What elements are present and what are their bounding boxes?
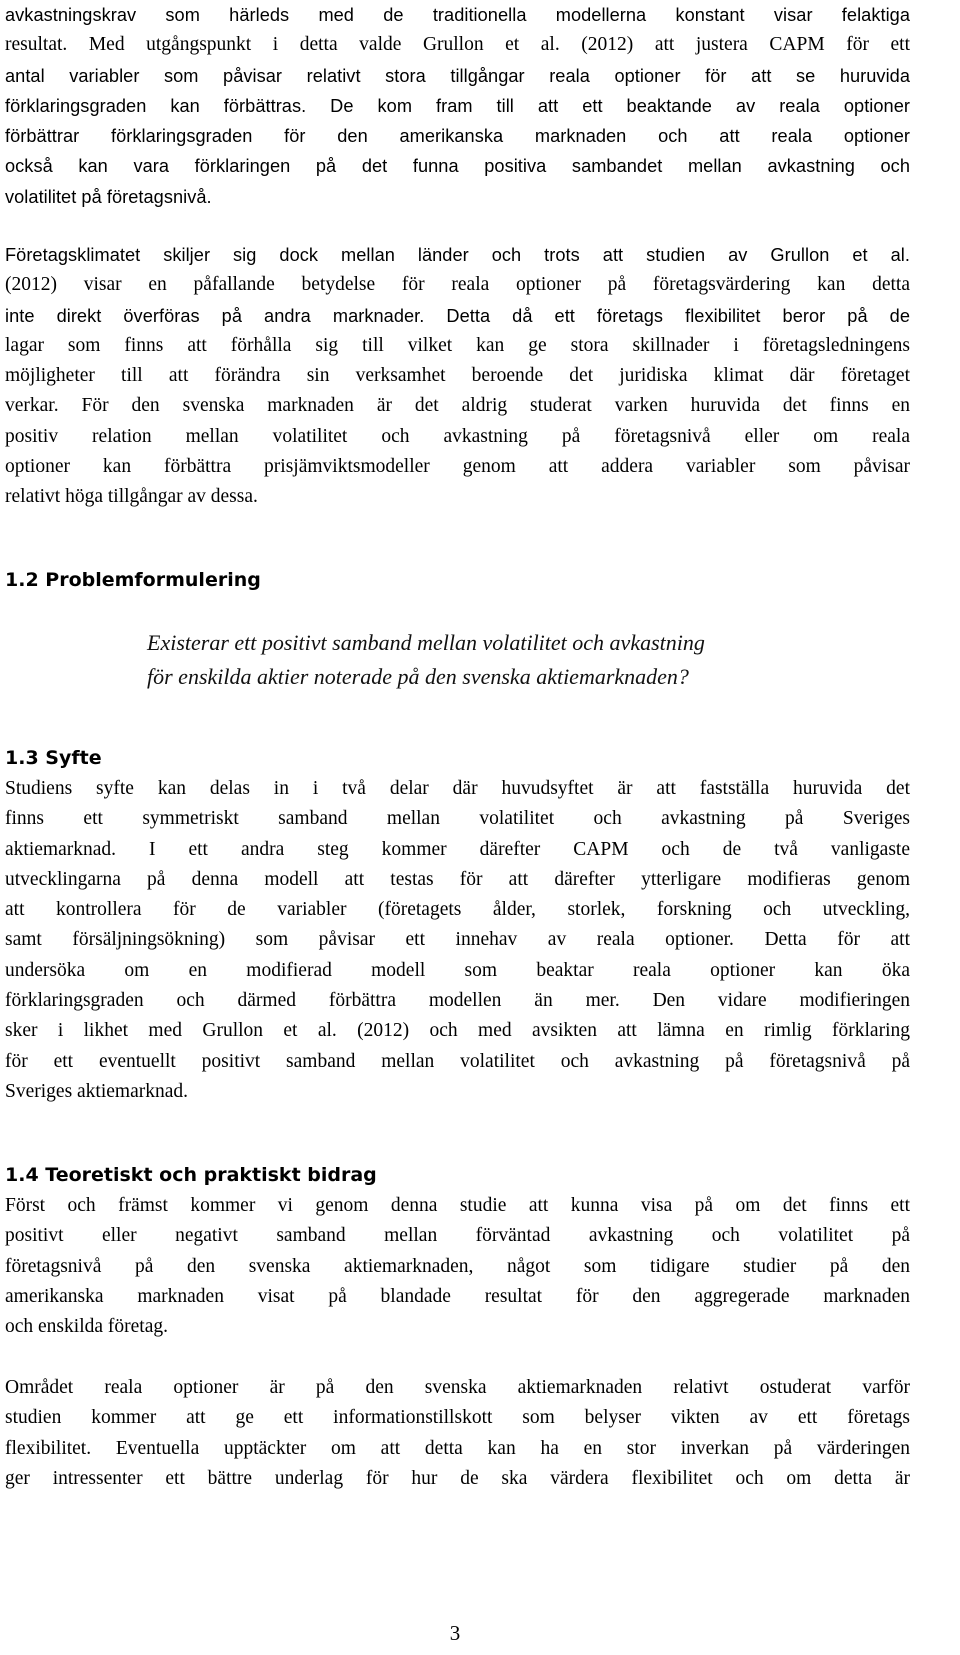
paragraph-line: Företagsklimatet skiljer sig dock mellan länder och trots att studien av Grullon et al. — [5, 245, 910, 265]
contribution-paragraph-1 — [5, 1191, 910, 1342]
paragraph-line: Området reala optioner är på den svenska aktiemarknaden relativt ostuderat varför — [5, 1377, 910, 1398]
section-heading-bidrag: 1.4 Teoretiskt och praktiskt bidrag — [5, 1164, 377, 1186]
paragraph-line: flexibilitet. Eventuella upptäckter om att detta kan ha en stor inverkan på värderingen — [5, 1437, 910, 1459]
paragraph-line: samt försäljningsökning) som påvisar ett innehav av reala optioner. Detta för att — [5, 929, 910, 951]
paragraph-line: positivt eller negativt samband mellan förväntad avkastning och volatilitet på — [5, 1225, 910, 1247]
paragraph-line: förklaringsgraden kan förbättras. De kom fram till att ett beaktande av reala optioner — [5, 95, 910, 116]
paragraph-line: förbättrar förklaringsgraden för den amerikanska marknaden och att reala optioner — [5, 126, 910, 147]
paragraph-line: inte direkt överföras på andra marknader. Detta då ett företags flexibilitet beror på de — [5, 305, 910, 326]
intro-paragraph — [5, 0, 910, 212]
paragraph-line: för ett eventuellt positivt samband mellan volatilitet och avkastning på företagsnivå på — [5, 1050, 910, 1072]
paragraph-line: också kan vara förklaringen på det funna positiva sambandet mellan avkastning och — [5, 156, 910, 177]
paragraph-line: aktiemarknad. I ett andra steg kommer därefter CAPM och de två vanligaste — [5, 838, 910, 860]
paragraph-line: sker i likhet med Grullon et al. (2012) och med avsikten att lämna en rimlig förklaring — [5, 1020, 910, 1042]
paragraph-line: Först och främst kommer vi genom denna studie att kunna visa på om det finns ett — [5, 1195, 910, 1216]
paragraph-line: undersöka om en modifierad modell som beaktar reala optioner kan öka — [5, 959, 910, 981]
paragraph-line: studien kommer att ge ett informationstillskott som belyser vikten av ett företags — [5, 1407, 910, 1429]
question-line: för enskilda aktier noterade på den svenska aktiemarknaden? — [147, 664, 689, 689]
paragraph-line: Sveriges aktiemarknad. — [5, 1080, 189, 1102]
paragraph-line: verkar. För den svenska marknaden är det aldrig studerat varken huruvida det finns en — [5, 395, 910, 417]
climate-paragraph — [5, 240, 910, 513]
paragraph-line: optioner kan förbättra prisjämviktsmodeller genom att addera variabler som påvisar — [5, 456, 910, 478]
paragraph-line: möjligheter till att förändra sin verksamhet beroende det juridiska klimat där företaget — [5, 365, 910, 387]
paragraph-line: antal variabler som påvisar relativt stora tillgångar reala optioner för att se huruvida — [5, 65, 910, 86]
paragraph-line: resultat. Med utgångspunkt i detta valde Grullon et al. (2012) att justera CAPM för ett — [5, 34, 910, 56]
section-heading-syfte: 1.3 Syfte — [5, 747, 102, 769]
paragraph-line: att kontrollera för de variabler (företagets ålder, storlek, forskning och utveckling, — [5, 899, 910, 921]
paragraph-line: (2012) visar en påfallande betydelse för reala optioner på företagsvärdering kan detta — [5, 274, 910, 296]
paragraph-line: lagar som finns att förhålla sig till vilket kan ge stora skillnader i företagsledningens — [5, 334, 910, 356]
paragraph-line: positiv relation mellan volatilitet och avkastning på företagsnivå eller om reala — [5, 425, 910, 447]
paragraph-line: Studiens syfte kan delas in i två delar där huvudsyftet är att fastställa huruvida det — [5, 778, 910, 799]
contribution-paragraph-2 — [5, 1373, 910, 1494]
paragraph-line: utvecklingarna på denna modell att testas för att därefter ytterligare modifieras genom — [5, 868, 910, 890]
paragraph-line: och enskilda företag. — [5, 1316, 168, 1338]
section-heading-problemformulering: 1.2 Problemformulering — [5, 569, 261, 591]
paragraph-line: relativt höga tillgångar av dessa. — [5, 486, 258, 508]
paragraph-line: finns ett symmetriskt samband mellan volatilitet och avkastning på Sveriges — [5, 808, 910, 830]
purpose-paragraph — [5, 774, 910, 1107]
paragraph-line: amerikanska marknaden visat på blandade resultat för den aggregerade marknaden — [5, 1285, 910, 1307]
paragraph-line: företagsnivå på den svenska aktiemarknaden, något som tidigare studier på den — [5, 1255, 910, 1277]
page-number: 3 — [449, 1621, 461, 1645]
paragraph-line: avkastningskrav som härleds med de traditionella modellerna konstant visar felaktiga — [5, 5, 910, 25]
paragraph-line: förklaringsgraden och därmed förbättra modellen än mer. Den vidare modifieringen — [5, 990, 910, 1012]
research-question — [5, 626, 910, 694]
paragraph-line: ger intressenter ett bättre underlag för hur de ska värdera flexibilitet och om detta är — [5, 1467, 910, 1489]
question-line: Existerar ett positivt samband mellan volatilitet och avkastning — [147, 630, 705, 655]
paragraph-line: volatilitet på företagsnivå. — [5, 186, 212, 207]
